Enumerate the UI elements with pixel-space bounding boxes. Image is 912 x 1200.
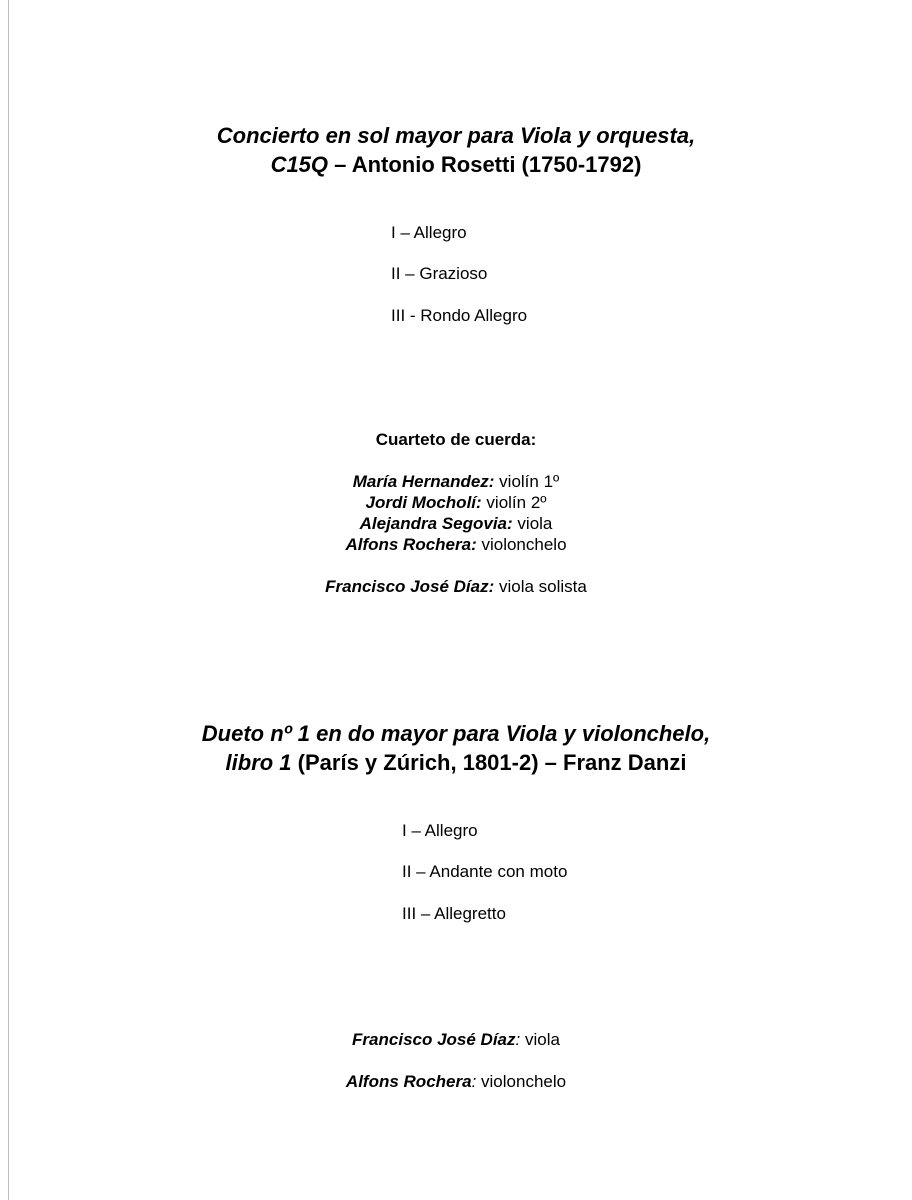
member-name: Alejandra Segovia:	[359, 514, 513, 533]
piece1-composer: – Antonio Rosetti (1750-1792)	[328, 152, 642, 177]
piece2-title-line2	[0, 748, 912, 777]
soloist-name: Francisco José Díaz:	[325, 577, 495, 596]
ensemble-heading: Cuarteto de cuerda:	[375, 430, 537, 449]
piece1-movement-3: III - Rondo Allegro	[391, 306, 528, 325]
member-name: Alfons Rochera:	[345, 535, 477, 554]
ensemble-member	[0, 513, 912, 534]
member-role: violonchelo	[476, 535, 567, 554]
member-name: Jordi Mocholí:	[365, 493, 482, 512]
performer-name: Alfons Rochera	[345, 1072, 472, 1091]
piece2-title-line1: Dueto nº 1 en do mayor para Viola y violonchelo,	[201, 721, 711, 746]
performer-name: Francisco José Díaz	[352, 1030, 516, 1049]
performer-role: violonchelo	[476, 1072, 567, 1091]
member-role: violín 1º	[494, 472, 560, 491]
piece1-title-line1: Concierto en sol mayor para Viola y orquesta,	[216, 123, 696, 148]
member-role: viola	[512, 514, 553, 533]
ensemble-member	[0, 492, 912, 513]
soloist-role: viola solista	[494, 577, 587, 596]
piece2-movement-3: III – Allegretto	[402, 904, 506, 923]
piece2-movement-1: I – Allegro	[402, 821, 478, 840]
piece1-movement-1: I – Allegro	[391, 223, 467, 242]
performer	[0, 1071, 912, 1092]
page-edge	[8, 0, 9, 1200]
performer-sep: :	[515, 1030, 521, 1049]
performer	[0, 1029, 912, 1050]
piece1-movement-2: II – Grazioso	[391, 264, 488, 283]
ensemble-member	[0, 471, 912, 492]
performer-sep: :	[471, 1072, 477, 1091]
performer-role: viola	[520, 1030, 560, 1049]
piece1-title-line2	[0, 150, 912, 179]
piece2-movement-2: II – Andante con moto	[402, 862, 568, 881]
piece2-composer: (París y Zúrich, 1801-2) – Franz Danzi	[291, 750, 687, 775]
piece1-title	[0, 121, 912, 179]
member-role: violín 2º	[481, 493, 547, 512]
member-name: María Hernandez:	[352, 472, 495, 491]
piece2-title	[0, 719, 912, 777]
soloist	[0, 576, 912, 597]
ensemble-member	[0, 534, 912, 555]
piece1-catalog: C15Q	[270, 152, 329, 177]
piece2-book: libro 1	[225, 750, 292, 775]
